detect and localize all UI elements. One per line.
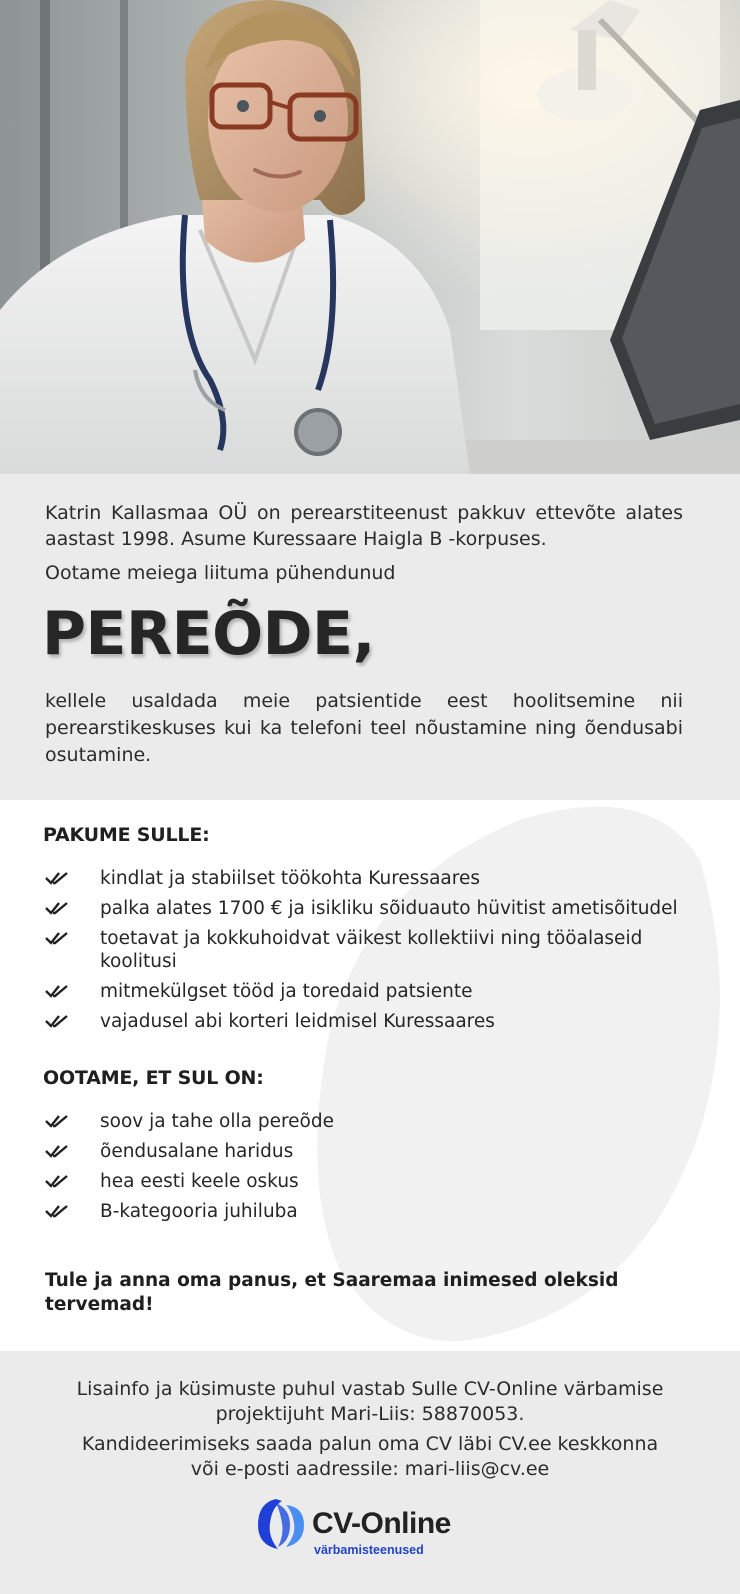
double-check-icon (45, 1143, 69, 1159)
list-item-text: soov ja tahe olla pereõde (100, 1111, 335, 1132)
list-item (0, 867, 700, 890)
offer-list (0, 867, 740, 1033)
cv-online-logo-mark-icon (256, 1497, 310, 1551)
job-description: kellele usaldada meie patsientide eest hoolitsemine nii perearstikeskuses kui ka telefoni teel nõustamine ning õendusabi osutamine. (45, 690, 683, 766)
company-description: Katrin Kallasmaa OÜ on perearstiteenust pakkuv ettevõte alates aastast 1998. Asume Kuressaare Haigla B -korpuses. (45, 502, 683, 550)
double-check-icon (45, 870, 69, 886)
double-check-icon (45, 1203, 69, 1219)
list-item (0, 1140, 700, 1163)
list-item (0, 1200, 700, 1223)
list-item (0, 1110, 700, 1133)
list-item-text: kindlat ja stabiilset töökohta Kuressaares (100, 868, 480, 889)
intro-section (0, 474, 740, 800)
requirements-title: OOTAME, ET SUL ON: (43, 1067, 264, 1089)
contact-info: Lisainfo ja küsimuste puhul vastab Sulle CV-Online värbamise projektijuht Mari-Liis: 58870053. (76, 1378, 664, 1425)
apply-instructions: Kandideerimiseks saada palun oma CV läbi CV.ee keskkonna või e-posti aadressile: mari-liis@cv.ee (81, 1433, 659, 1480)
list-item (0, 1010, 700, 1033)
closing-statement: Tule ja anna oma panus, et Saaremaa inimesed oleksid tervemad! (45, 1270, 619, 1315)
double-check-icon (45, 930, 69, 946)
list-item-text: B-kategooria juhiluba (100, 1201, 298, 1222)
list-item (0, 927, 700, 973)
nurse-photo-icon (0, 0, 740, 474)
double-check-icon (45, 1013, 69, 1029)
double-check-icon (45, 983, 69, 999)
list-item-text: õendusalane haridus (100, 1141, 294, 1162)
hero-photo (0, 0, 740, 474)
list-item-text: mitmekülgset tööd ja toredaid patsiente (100, 981, 473, 1002)
intro-lead: Ootame meiega liituma pühendunud (45, 562, 396, 584)
double-check-icon (45, 1113, 69, 1129)
contact-footer (0, 1351, 740, 1594)
list-item-text: palka alates 1700 € ja isikliku sõiduauto hüvitist ametisõitudel (100, 898, 678, 919)
list-item-text: toetavat ja kokkuhoidvat väikest kollektiivi ning tööalaseid koolitusi (100, 928, 643, 972)
logo-name: CV-Online (312, 1507, 451, 1540)
job-title-headline: PEREÕDE, (42, 599, 375, 669)
double-check-icon (45, 900, 69, 916)
list-item (0, 1170, 700, 1193)
offer-title: PAKUME SULLE: (43, 824, 210, 846)
details-section (0, 800, 740, 1351)
list-item-text: hea eesti keele oskus (100, 1171, 299, 1192)
list-item (0, 980, 700, 1003)
cv-online-logo[interactable] (256, 1497, 486, 1567)
logo-tagline: värbamisteenused (314, 1543, 424, 1557)
list-item (0, 897, 700, 920)
list-item-text: vajadusel abi korteri leidmisel Kuressaares (100, 1011, 495, 1032)
double-check-icon (45, 1173, 69, 1189)
requirements-list (0, 1110, 740, 1223)
